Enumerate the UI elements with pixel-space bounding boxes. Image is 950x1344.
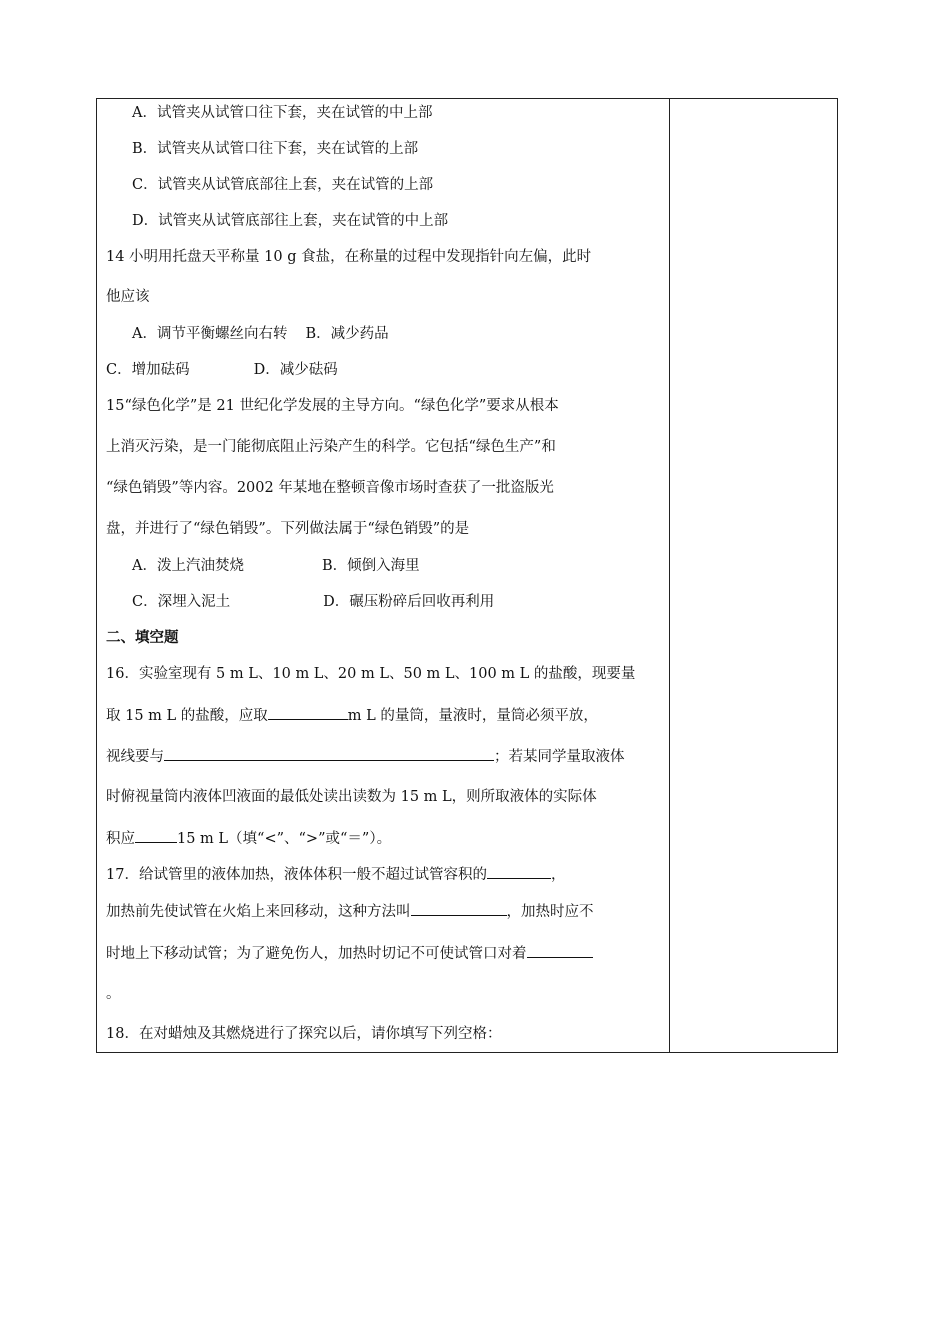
q14-option-b: B．减少药品 <box>305 326 389 342</box>
q14-options-cd <box>106 360 338 380</box>
q16-blank-sightline[interactable] <box>164 746 494 761</box>
q16-blank-compare[interactable] <box>135 828 177 843</box>
q15-stem-line2: 上消灭污染，是一门能彻底阻止污染产生的科学。它包括“绿色生产”和 <box>106 439 556 455</box>
q18-stem-line1: 18．在对蜡烛及其燃烧进行了探究以后，请你填写下列空格： <box>106 1026 502 1042</box>
q17-blank-direction[interactable] <box>527 943 593 958</box>
q17-blank-volume[interactable] <box>487 864 551 879</box>
q13-option-c: C．试管夹从试管底部往上套，夹在试管的上部 <box>132 177 434 193</box>
q15-options-ab <box>132 556 420 576</box>
q13-option-d: D．试管夹从试管底部往上套，夹在试管的中上部 <box>132 213 449 229</box>
q15-stem-line4: 盘，并进行了“绿色销毁”。下列做法属于“绿色销毁”的是 <box>106 521 470 537</box>
q15-option-c: C．深埋入泥土 <box>132 594 231 610</box>
q17-stem-line2: 加热前先使试管在火焰上来回移动，这种方法叫 ，加热时应不 <box>106 901 594 922</box>
q15-stem-line1: 15“绿色化学”是 21 世纪化学发展的主导方向。“绿色化学”要求从根本 <box>106 398 559 414</box>
q16-stem-line4: 时俯视量筒内液体凹液面的最低处读出读数为 15 m L，则所取液体的实际体 <box>106 789 597 805</box>
q16-stem-line1: 16．实验室现有 5 m L、10 m L、20 m L、50 m L、100 m L 的盐酸，现要量 <box>106 666 636 682</box>
q13-option-a: A．试管夹从试管口往下套，夹在试管的中上部 <box>132 105 433 121</box>
q15-option-d: D．碾压粉碎后回收再利用 <box>323 594 495 610</box>
q13-option-b: B．试管夹从试管口往下套，夹在试管的上部 <box>132 141 419 157</box>
q14-option-a: A．调节平衡螺丝向右转 <box>132 326 288 342</box>
q14-option-c: C．增加砝码 <box>106 362 190 378</box>
q17-stem-line3: 时地上下移动试管；为了避免伤人，加热时切记不可使试管口对着 <box>106 943 593 964</box>
q17-stem-line4: 。 <box>106 986 121 1002</box>
q16-stem-line2: 取 15 m L 的盐酸，应取 m L 的量筒，量液时，量筒必须平放， <box>106 705 598 726</box>
q15-stem-line3: “绿色销毁”等内容。2002 年某地在整顿音像市场时查获了一批盗版光 <box>106 480 554 496</box>
q14-option-d: D．减少砝码 <box>253 362 338 378</box>
q14-stem-line2: 他应该 <box>106 289 150 305</box>
q15-option-a: A．泼上汽油焚烧 <box>132 558 244 574</box>
q15-options-cd <box>132 592 494 612</box>
q16-blank-volume[interactable] <box>268 705 348 720</box>
q17-stem-line1: 17．给试管里的液体加热，液体体积一般不超过试管容积的 ， <box>106 864 565 885</box>
q17-blank-method[interactable] <box>411 901 507 916</box>
q16-stem-line3: 视线要与 ；若某同学量取液体 <box>106 746 625 767</box>
section-heading-fill-in: 二、填空题 <box>106 630 179 646</box>
column-divider <box>669 99 670 1052</box>
q16-stem-line5: 积应 15 m L（填“<”、“>”或“＝”）。 <box>106 828 391 849</box>
q14-options-ab <box>132 324 389 344</box>
q15-option-b: B．倾倒入海里 <box>321 558 420 574</box>
q14-stem-line1: 14 小明用托盘天平称量 10 g 食盐，在称量的过程中发现指针向左偏，此时 <box>106 249 592 265</box>
